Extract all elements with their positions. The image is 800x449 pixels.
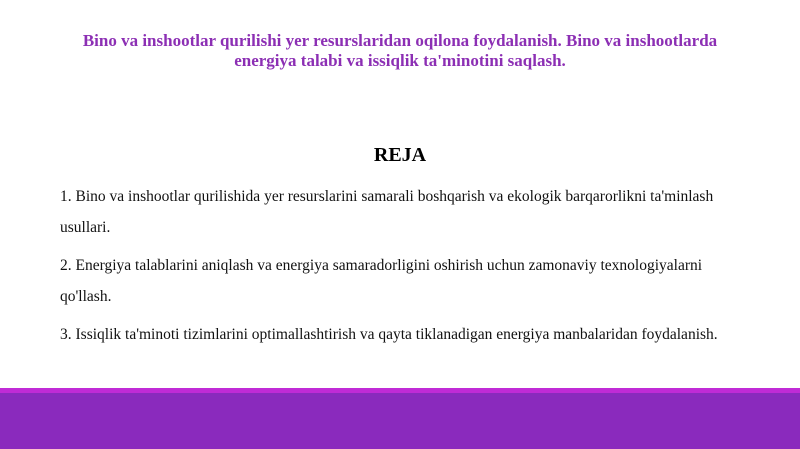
plan-list [60,181,740,357]
plan-heading: REJA [373,144,427,166]
plan-item-2: 2. Energiya talablarini aniqlash va energiya samaradorligini oshirish uchun zamonaviy texnologiyalarni qo'llash. [60,257,703,305]
plan-item-3: 3. Issiqlik ta'minoti tizimlarini optimallashtirish va qayta tiklanadigan energiya manbalaridan foydalanish. [60,326,718,343]
slide-title: Bino va inshootlar qurilishi yer resurslaridan oqilona foydalanish. Bino va inshootlarda energiya talabi va issiqlik ta'minotini saqlash. [82,31,718,70]
plan-item-1: 1. Bino va inshootlar qurilishida yer resurslarini samarali boshqarish va ekologik barqarorlikni ta'minlash usullari. [60,188,714,236]
footer-bar [0,393,800,449]
